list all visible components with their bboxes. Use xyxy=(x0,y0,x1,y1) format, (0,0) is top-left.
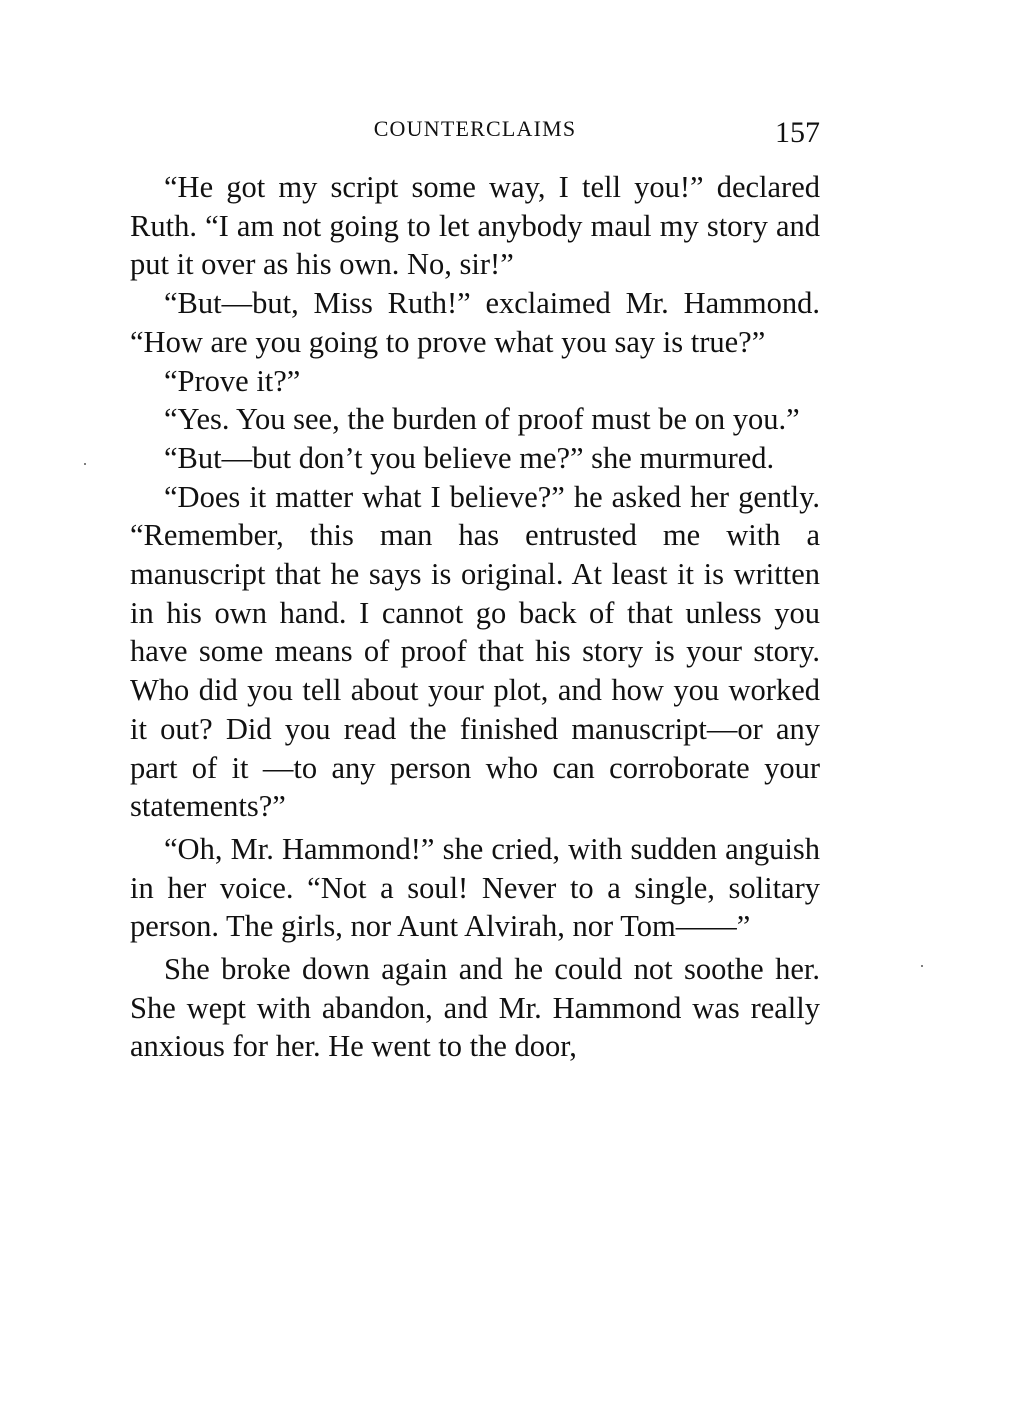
paragraph-1: “He got my script some way, I tell you!” declared Ruth. “I am not going to let anybody maul my story and put it over as his own. No, sir!” xyxy=(130,170,820,282)
scan-speck-left xyxy=(84,463,86,465)
paragraph-8: She broke down again and he could not soothe her. She wept with abandon, and Mr. Hammond was really anxious for her. He went to the door, xyxy=(130,952,820,1064)
paragraph-5: “But—but don’t you believe me?” she murmured. xyxy=(164,440,775,475)
paragraph-7: “Oh, Mr. Hammond!” she cried, with sudden anguish in her voice. “Not a soul! Never to a single, solitary person. The girls, nor Aunt Alvirah, nor Tom——” xyxy=(130,831,820,944)
paragraph-2: “But—but, Miss Ruth!” exclaimed Mr. Hammond. “How are you going to prove what you say is true?” xyxy=(130,286,820,359)
running-head xyxy=(130,116,820,152)
paragraph-4: “Yes. You see, the burden of proof must be on you.” xyxy=(164,402,800,437)
running-title: COUNTERCLAIMS xyxy=(373,116,577,141)
paragraph-3: “Prove it?” xyxy=(164,363,301,398)
page-number: 157 xyxy=(775,116,820,149)
paragraph-6: “Does it matter what I believe?” he asked her gently. “Remember, this man has entrusted me with a manuscript that he says is original. At least it is written in his own hand. I cannot go back of that unless you have some means of proof that his story is your story. Who did you tell about your plot, and how you worked it out? Did you read the finished manuscript—or any part of it —to any person who can corroborate your statements?” xyxy=(130,479,820,824)
body-text xyxy=(130,168,820,1066)
scan-speck-right xyxy=(921,965,923,967)
